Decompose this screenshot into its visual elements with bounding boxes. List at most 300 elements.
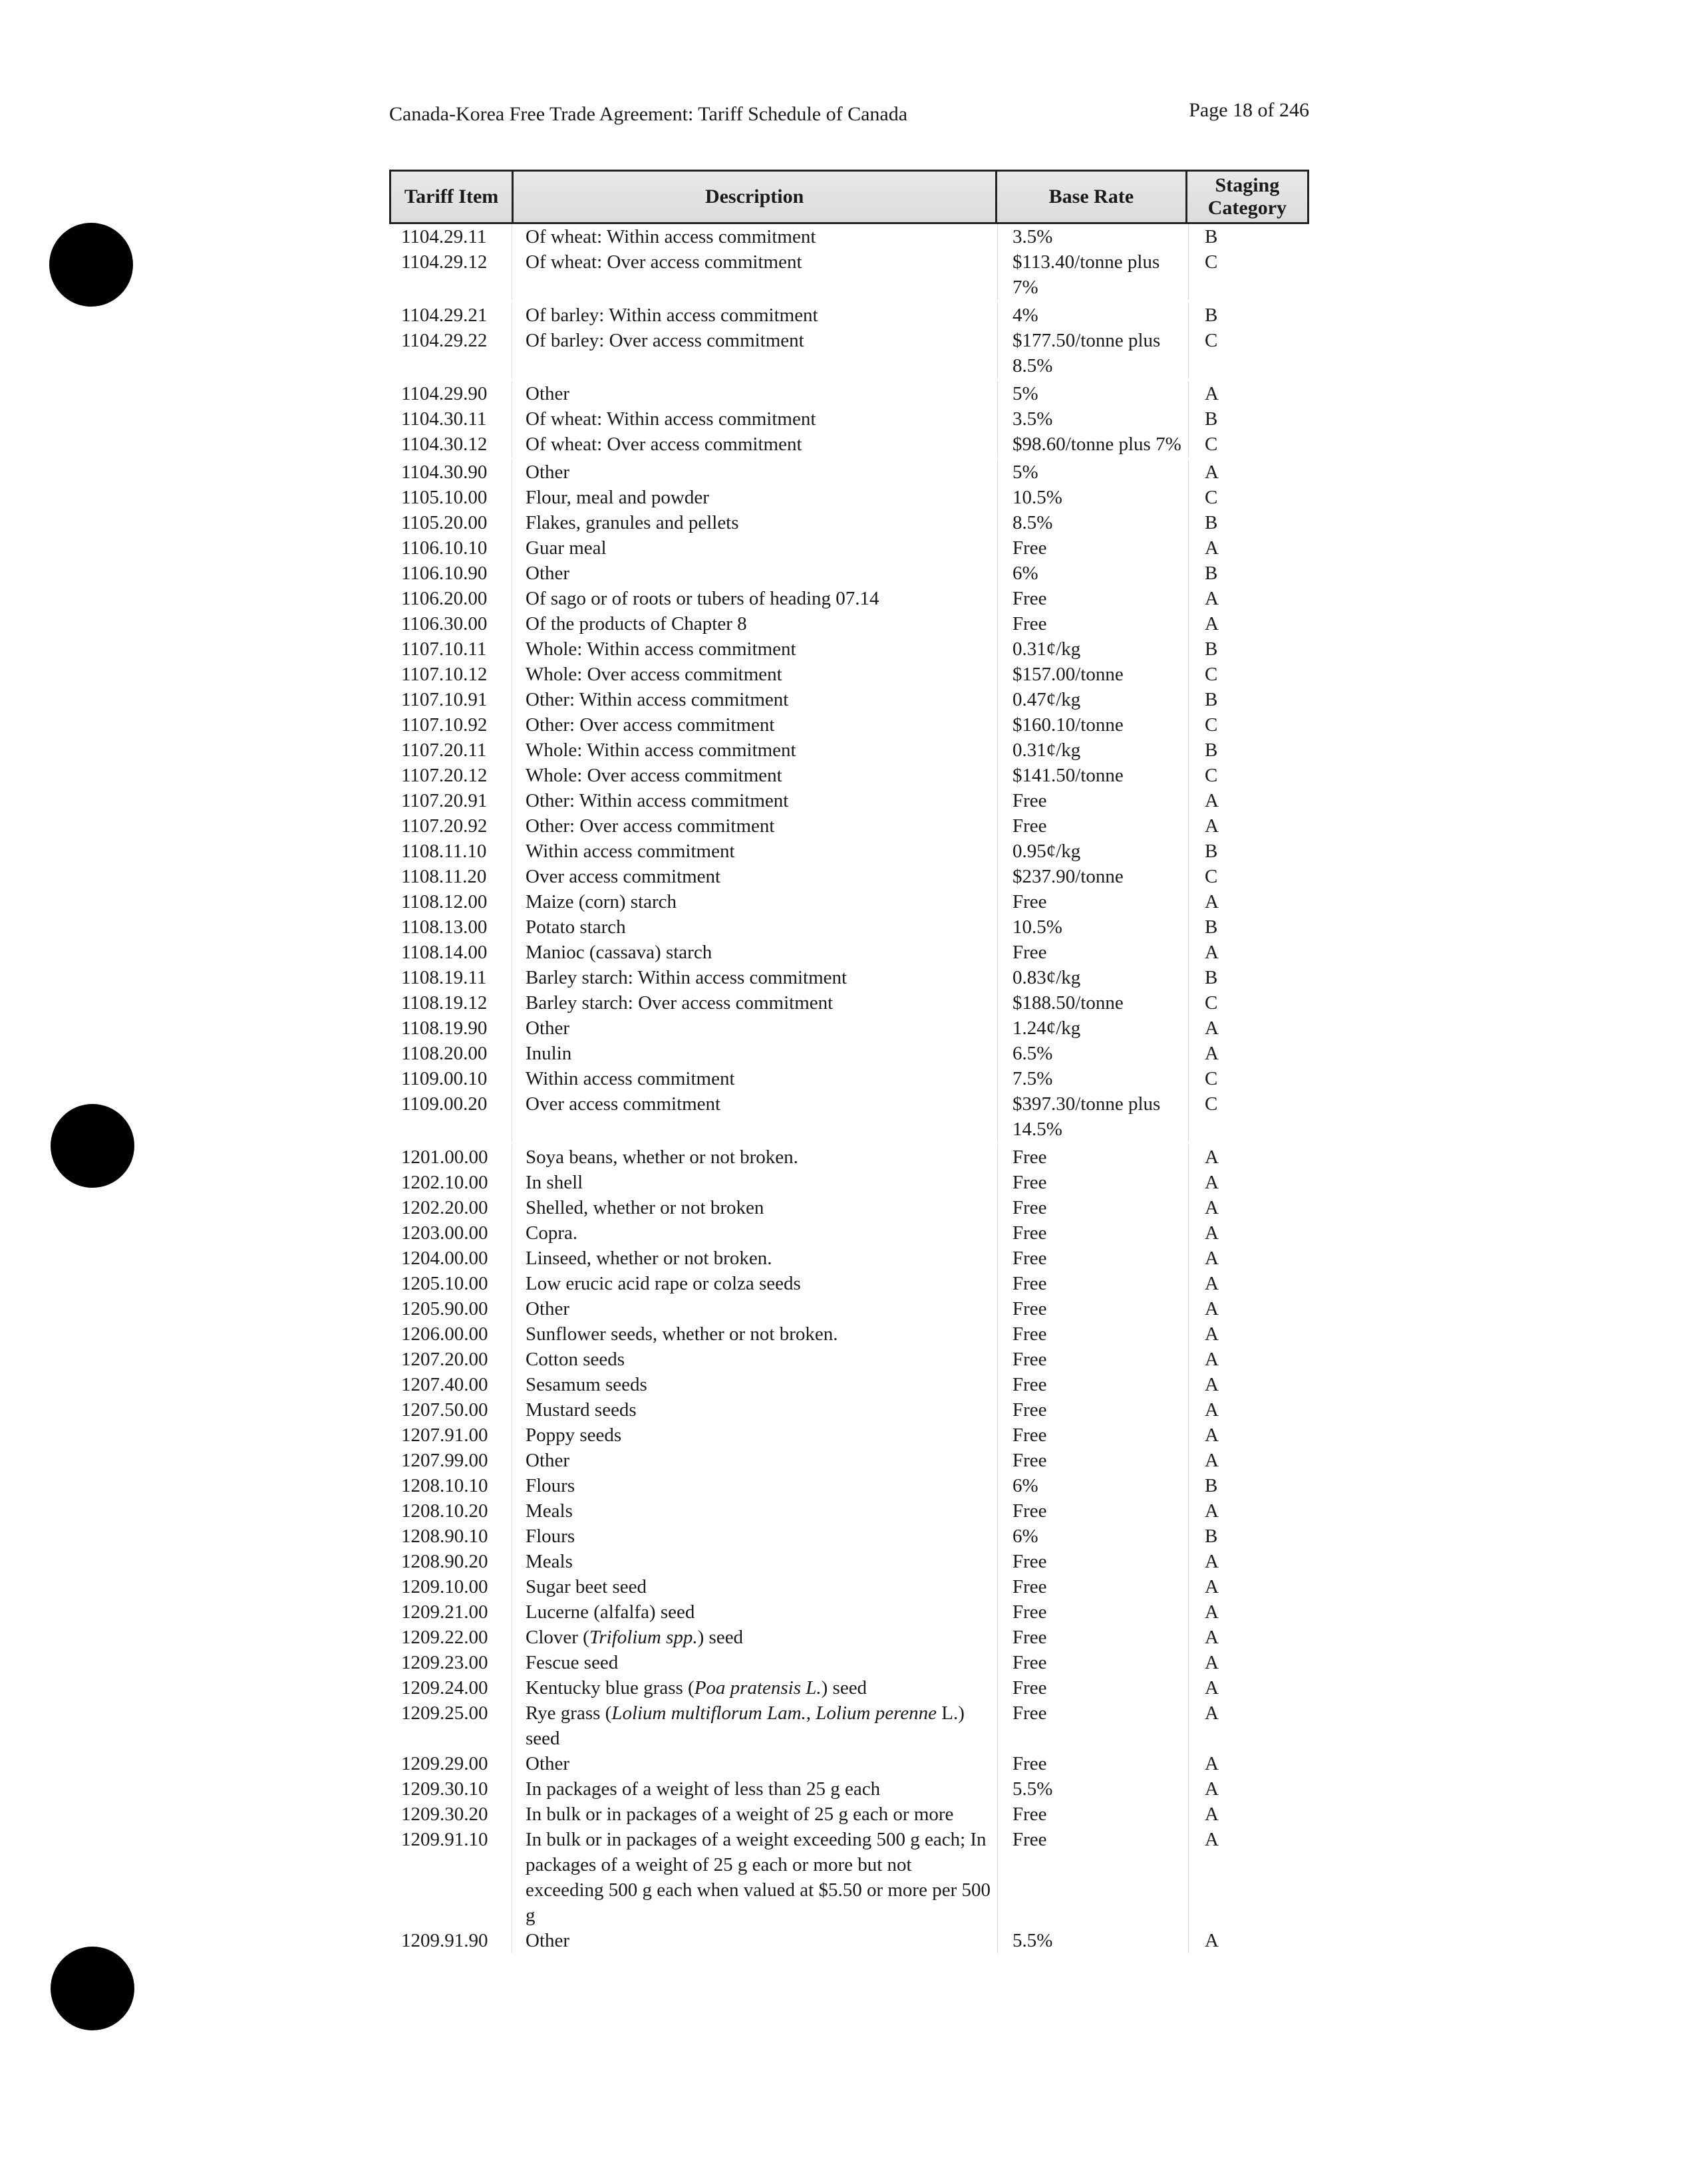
staging-category-cell: A [1205,1197,1219,1218]
description-cell: Whole: Within access commitment [512,636,998,662]
base-rate-cell: 10.5% [998,485,1189,510]
description-cell: Other [512,1928,998,1953]
tariff-item-cell: 1109.00.20 [389,1091,512,1142]
base-rate-cell: Free [998,1271,1189,1296]
description-cell: Guar meal [512,535,998,561]
table-row [389,510,1309,535]
description-cell: Cotton seeds [512,1347,998,1372]
base-rate-cell: Free [998,586,1189,611]
tariff-item-cell: 1207.40.00 [389,1372,512,1397]
description-cell: Over access commitment [512,1091,998,1142]
description-cell: Other [512,1751,998,1776]
staging-category-cell: C [1205,664,1218,685]
base-rate-cell: 3.5% [998,224,1189,249]
tariff-table [389,170,1309,1953]
table-row [389,586,1309,611]
staging-category-cell: A [1205,815,1219,837]
table-row [389,1751,1309,1776]
description-cell: Within access commitment [512,839,998,864]
base-rate-cell: 5.5% [998,1928,1189,1953]
table-row [389,1524,1309,1549]
table-row [389,738,1309,763]
tariff-item-cell: 1108.11.10 [389,839,512,864]
base-rate-cell: $188.50/tonne [998,990,1189,1016]
base-rate-cell: Free [998,1827,1189,1928]
table-row [389,406,1309,432]
staging-category-cell: C [1205,1093,1218,1115]
tariff-item-cell: 1205.10.00 [389,1271,512,1296]
base-rate-cell: Free [998,889,1189,914]
tariff-item-cell: 1104.29.12 [389,249,512,300]
base-rate-cell: $397.30/tonne plus 14.5% [998,1091,1189,1142]
base-rate-cell: $160.10/tonne [998,712,1189,738]
table-row [389,224,1309,249]
staging-category-cell: B [1205,408,1218,430]
base-rate-cell: 5.5% [998,1776,1189,1802]
tariff-item-cell: 1204.00.00 [389,1246,512,1271]
tariff-item-cell: 1104.30.90 [389,460,512,485]
column-header-staging-category: Staging Category [1207,174,1287,219]
table-row [389,687,1309,712]
tariff-item-cell: 1208.90.10 [389,1524,512,1549]
description-cell: Over access commitment [512,864,998,889]
base-rate-cell: 10.5% [998,914,1189,940]
description-cell: Other [512,1296,998,1321]
description-cell: Sesamum seeds [512,1372,998,1397]
description-cell: In bulk or in packages of a weight of 25 g each or more [512,1802,998,1827]
staging-category-cell: A [1205,1425,1219,1446]
staging-category-cell: B [1205,226,1218,247]
description-cell: Flour, meal and powder [512,485,998,510]
description-cell: Of barley: Over access commitment [512,328,998,378]
table-row [389,813,1309,839]
staging-category-cell: C [1205,714,1218,736]
staging-category-cell: A [1205,1399,1219,1421]
staging-category-cell: A [1205,1627,1219,1648]
description-cell: Shelled, whether or not broken [512,1195,998,1220]
tariff-item-cell: 1108.13.00 [389,914,512,940]
base-rate-cell: 0.31¢/kg [998,738,1189,763]
tariff-item-cell: 1203.00.00 [389,1220,512,1246]
description-cell: Within access commitment [512,1066,998,1091]
table-row [389,1016,1309,1041]
base-rate-cell: 0.95¢/kg [998,839,1189,864]
description-cell: Whole: Over access commitment [512,662,998,687]
base-rate-cell: 1.24¢/kg [998,1016,1189,1041]
table-row [389,1574,1309,1599]
table-row [389,1220,1309,1246]
staging-category-cell: A [1205,1500,1219,1522]
table-row [389,889,1309,914]
tariff-item-cell: 1104.29.90 [389,381,512,406]
tariff-item-cell: 1108.12.00 [389,889,512,914]
staging-category-cell: A [1205,1652,1219,1673]
tariff-item-cell: 1108.20.00 [389,1041,512,1066]
table-row [389,1599,1309,1625]
description-cell: Meals [512,1498,998,1524]
staging-category-cell: A [1205,1829,1219,1850]
staging-category-cell: A [1205,891,1219,912]
base-rate-cell: Free [998,1599,1189,1625]
description-cell: Potato starch [512,914,998,940]
table-row [389,535,1309,561]
table-row [389,1195,1309,1220]
table-row [389,328,1309,378]
base-rate-cell: 6% [998,561,1189,586]
staging-category-cell: A [1205,1778,1219,1800]
description-cell: Rye grass (Lolium multiflorum Lam., Lolium perenne L.) seed [512,1701,998,1751]
table-row [389,1928,1309,1953]
base-rate-cell: Free [998,1675,1189,1701]
staging-category-cell: A [1205,383,1219,404]
staging-category-cell: A [1205,1323,1219,1345]
staging-category-cell: B [1205,563,1218,584]
table-row [389,1296,1309,1321]
tariff-item-cell: 1209.30.20 [389,1802,512,1827]
table-row [389,485,1309,510]
description-cell: Clover (Trifolium spp.) seed [512,1625,998,1650]
staging-category-cell: B [1205,740,1218,761]
base-rate-cell: Free [998,1574,1189,1599]
table-body [389,224,1309,1953]
table-row [389,763,1309,788]
description-cell: Flakes, granules and pellets [512,510,998,535]
description-cell: Flours [512,1473,998,1498]
staging-category-cell: A [1205,1930,1219,1951]
description-cell: Barley starch: Within access commitment [512,965,998,990]
base-rate-cell: Free [998,1625,1189,1650]
description-cell: Other [512,381,998,406]
table-row [389,1625,1309,1650]
staging-category-cell: C [1205,487,1218,508]
tariff-item-cell: 1107.20.91 [389,788,512,813]
staging-category-cell: A [1205,1172,1219,1193]
staging-category-cell: A [1205,1018,1219,1039]
base-rate-cell: Free [998,1650,1189,1675]
staging-category-cell: A [1205,1703,1219,1724]
table-row [389,1802,1309,1827]
column-header-tariff-item: Tariff Item [391,172,514,222]
description-cell: Whole: Over access commitment [512,763,998,788]
staging-category-cell: A [1205,1043,1219,1064]
binder-hole [51,1947,134,2030]
table-row [389,1321,1309,1347]
tariff-item-cell: 1104.29.22 [389,328,512,378]
description-cell: Flours [512,1524,998,1549]
staging-category-cell: A [1205,1147,1219,1168]
base-rate-cell: Free [998,1170,1189,1195]
description-cell: Copra. [512,1220,998,1246]
table-row [389,1827,1309,1928]
tariff-item-cell: 1209.24.00 [389,1675,512,1701]
table-row [389,864,1309,889]
base-rate-cell: 8.5% [998,510,1189,535]
tariff-item-cell: 1108.11.20 [389,864,512,889]
table-row [389,1397,1309,1423]
tariff-item-cell: 1104.29.11 [389,224,512,249]
tariff-item-cell: 1201.00.00 [389,1145,512,1170]
base-rate-cell: 0.31¢/kg [998,636,1189,662]
tariff-item-cell: 1209.91.10 [389,1827,512,1928]
description-cell: Inulin [512,1041,998,1066]
tariff-item-cell: 1106.30.00 [389,611,512,636]
description-cell: Of wheat: Over access commitment [512,432,998,457]
tariff-item-cell: 1208.10.10 [389,1473,512,1498]
table-row [389,1473,1309,1498]
base-rate-cell: Free [998,1220,1189,1246]
tariff-item-cell: 1209.23.00 [389,1650,512,1675]
tariff-item-cell: 1104.29.21 [389,303,512,328]
description-cell: Other [512,460,998,485]
tariff-item-cell: 1206.00.00 [389,1321,512,1347]
description-cell: Of sago or of roots or tubers of heading 07.14 [512,586,998,611]
table-row [389,1091,1309,1142]
table-row [389,1372,1309,1397]
description-cell: Soya beans, whether or not broken. [512,1145,998,1170]
table-row [389,788,1309,813]
tariff-item-cell: 1202.10.00 [389,1170,512,1195]
description-cell: Sugar beet seed [512,1574,998,1599]
base-rate-cell: $141.50/tonne [998,763,1189,788]
staging-category-cell: A [1205,1753,1219,1774]
table-row [389,839,1309,864]
staging-category-cell: B [1205,841,1218,862]
base-rate-cell: Free [998,940,1189,965]
description-cell: Maize (corn) starch [512,889,998,914]
base-rate-cell: Free [998,1498,1189,1524]
description-cell: Linseed, whether or not broken. [512,1246,998,1271]
tariff-item-cell: 1202.20.00 [389,1195,512,1220]
table-header [389,170,1309,224]
tariff-item-cell: 1108.19.12 [389,990,512,1016]
table-row [389,303,1309,328]
table-row [389,1271,1309,1296]
base-rate-cell: 5% [998,381,1189,406]
base-rate-cell: Free [998,1321,1189,1347]
staging-category-cell: C [1205,251,1218,273]
staging-category-cell: A [1205,1677,1219,1699]
tariff-item-cell: 1108.19.11 [389,965,512,990]
table-row [389,1498,1309,1524]
base-rate-cell: Free [998,611,1189,636]
base-rate-cell: Free [998,535,1189,561]
description-cell: Meals [512,1549,998,1574]
base-rate-cell: 0.83¢/kg [998,965,1189,990]
tariff-item-cell: 1106.10.90 [389,561,512,586]
tariff-item-cell: 1209.10.00 [389,1574,512,1599]
table-row [389,432,1309,457]
tariff-item-cell: 1207.20.00 [389,1347,512,1372]
tariff-item-cell: 1107.20.92 [389,813,512,839]
base-rate-cell: $113.40/tonne plus 7% [998,249,1189,300]
tariff-item-cell: 1209.29.00 [389,1751,512,1776]
table-row [389,1701,1309,1751]
tariff-item-cell: 1109.00.10 [389,1066,512,1091]
staging-category-cell: C [1205,434,1218,455]
table-row [389,1246,1309,1271]
description-cell: Other [512,561,998,586]
staging-category-cell: C [1205,992,1218,1014]
table-row [389,965,1309,990]
table-row [389,249,1309,300]
base-rate-cell: $98.60/tonne plus 7% [998,432,1189,457]
description-cell: Other: Over access commitment [512,813,998,839]
base-rate-cell: Free [998,1246,1189,1271]
description-cell: Of barley: Within access commitment [512,303,998,328]
base-rate-cell: $157.00/tonne [998,662,1189,687]
tariff-item-cell: 1209.30.10 [389,1776,512,1802]
base-rate-cell: Free [998,1423,1189,1448]
base-rate-cell: 0.47¢/kg [998,687,1189,712]
description-cell: Kentucky blue grass (Poa pratensis L.) seed [512,1675,998,1701]
tariff-item-cell: 1107.20.11 [389,738,512,763]
tariff-item-cell: 1104.30.12 [389,432,512,457]
base-rate-cell: Free [998,1751,1189,1776]
staging-category-cell: A [1205,1601,1219,1623]
tariff-item-cell: 1106.20.00 [389,586,512,611]
description-cell: Of wheat: Within access commitment [512,224,998,249]
tariff-item-cell: 1209.21.00 [389,1599,512,1625]
description-cell: Barley starch: Over access commitment [512,990,998,1016]
table-row [389,1650,1309,1675]
description-cell: Of the products of Chapter 8 [512,611,998,636]
description-cell: Of wheat: Over access commitment [512,249,998,300]
staging-category-cell: A [1205,1298,1219,1319]
staging-category-cell: A [1205,1273,1219,1294]
base-rate-cell: 6.5% [998,1041,1189,1066]
description-cell: Of wheat: Within access commitment [512,406,998,432]
table-row [389,561,1309,586]
tariff-item-cell: 1107.10.91 [389,687,512,712]
table-row [389,381,1309,406]
base-rate-cell: Free [998,1802,1189,1827]
description-cell: Low erucic acid rape or colza seeds [512,1271,998,1296]
base-rate-cell: $237.90/tonne [998,864,1189,889]
base-rate-cell: Free [998,1347,1189,1372]
description-cell: Other [512,1448,998,1473]
description-cell: Other: Within access commitment [512,788,998,813]
description-cell: Manioc (cassava) starch [512,940,998,965]
staging-category-cell: A [1205,462,1219,483]
staging-category-cell: B [1205,1475,1218,1496]
table-row [389,1549,1309,1574]
base-rate-cell: $177.50/tonne plus 8.5% [998,328,1189,378]
staging-category-cell: B [1205,305,1218,326]
tariff-item-cell: 1207.99.00 [389,1448,512,1473]
base-rate-cell: Free [998,1145,1189,1170]
column-header-description: Description [514,172,997,222]
staging-category-cell: C [1205,1068,1218,1089]
staging-category-cell: A [1205,1349,1219,1370]
staging-category-cell: A [1205,942,1219,963]
base-rate-cell: 6% [998,1524,1189,1549]
staging-category-cell: B [1205,967,1218,988]
tariff-item-cell: 1107.10.11 [389,636,512,662]
table-row [389,712,1309,738]
tariff-item-cell: 1209.22.00 [389,1625,512,1650]
staging-category-cell: C [1205,866,1218,887]
tariff-item-cell: 1105.20.00 [389,510,512,535]
table-row [389,1145,1309,1170]
binder-hole [49,223,133,307]
description-cell: Mustard seeds [512,1397,998,1423]
base-rate-cell: Free [998,1372,1189,1397]
tariff-item-cell: 1108.14.00 [389,940,512,965]
description-cell: Sunflower seeds, whether or not broken. [512,1321,998,1347]
table-row [389,1675,1309,1701]
staging-category-cell: B [1205,512,1218,533]
base-rate-cell: Free [998,813,1189,839]
tariff-item-cell: 1207.50.00 [389,1397,512,1423]
staging-category-cell: B [1205,1526,1218,1547]
table-row [389,460,1309,485]
base-rate-cell: 4% [998,303,1189,328]
staging-category-cell: C [1205,765,1218,786]
document-title: Canada-Korea Free Trade Agreement: Tariff Schedule of Canada [389,103,908,125]
staging-category-cell: B [1205,638,1218,660]
tariff-item-cell: 1108.19.90 [389,1016,512,1041]
staging-category-cell: A [1205,1248,1219,1269]
staging-category-cell: A [1205,588,1219,609]
tariff-item-cell: 1208.90.20 [389,1549,512,1574]
table-row [389,1170,1309,1195]
description-cell: Other: Within access commitment [512,687,998,712]
table-row [389,940,1309,965]
binder-hole [51,1104,134,1188]
description-cell: Whole: Within access commitment [512,738,998,763]
staging-category-cell: C [1205,330,1218,351]
base-rate-cell: 3.5% [998,406,1189,432]
table-row [389,1066,1309,1091]
staging-category-cell: A [1205,1576,1219,1597]
tariff-item-cell: 1205.90.00 [389,1296,512,1321]
page-header [389,99,1309,136]
tariff-item-cell: 1209.91.90 [389,1928,512,1953]
table-row [389,1448,1309,1473]
description-cell: In packages of a weight of less than 25 g each [512,1776,998,1802]
base-rate-cell: Free [998,788,1189,813]
base-rate-cell: Free [998,1549,1189,1574]
base-rate-cell: 6% [998,1473,1189,1498]
table-row [389,611,1309,636]
staging-category-cell: A [1205,537,1219,559]
staging-category-cell: A [1205,613,1219,634]
description-cell: Poppy seeds [512,1423,998,1448]
description-cell: In bulk or in packages of a weight exceeding 500 g each; In packages of a weight of 25 g each or more but not exceeding 500 g each when valued at $5.50 or more per 500 g [512,1827,998,1928]
staging-category-cell: A [1205,1450,1219,1471]
base-rate-cell: 5% [998,460,1189,485]
table-row [389,1041,1309,1066]
tariff-item-cell: 1107.20.12 [389,763,512,788]
base-rate-cell: Free [998,1448,1189,1473]
staging-category-cell: A [1205,1804,1219,1825]
base-rate-cell: Free [998,1195,1189,1220]
tariff-item-cell: 1107.10.92 [389,712,512,738]
base-rate-cell: Free [998,1701,1189,1751]
staging-category-cell: A [1205,790,1219,811]
tariff-item-cell: 1106.10.10 [389,535,512,561]
description-cell: Other [512,1016,998,1041]
tariff-item-cell: 1107.10.12 [389,662,512,687]
staging-category-cell: A [1205,1222,1219,1244]
column-header-base-rate: Base Rate [997,172,1187,222]
table-row [389,914,1309,940]
table-row [389,1776,1309,1802]
staging-category-cell: A [1205,1551,1219,1572]
base-rate-cell: Free [998,1296,1189,1321]
staging-category-cell: B [1205,916,1218,938]
base-rate-cell: 7.5% [998,1066,1189,1091]
